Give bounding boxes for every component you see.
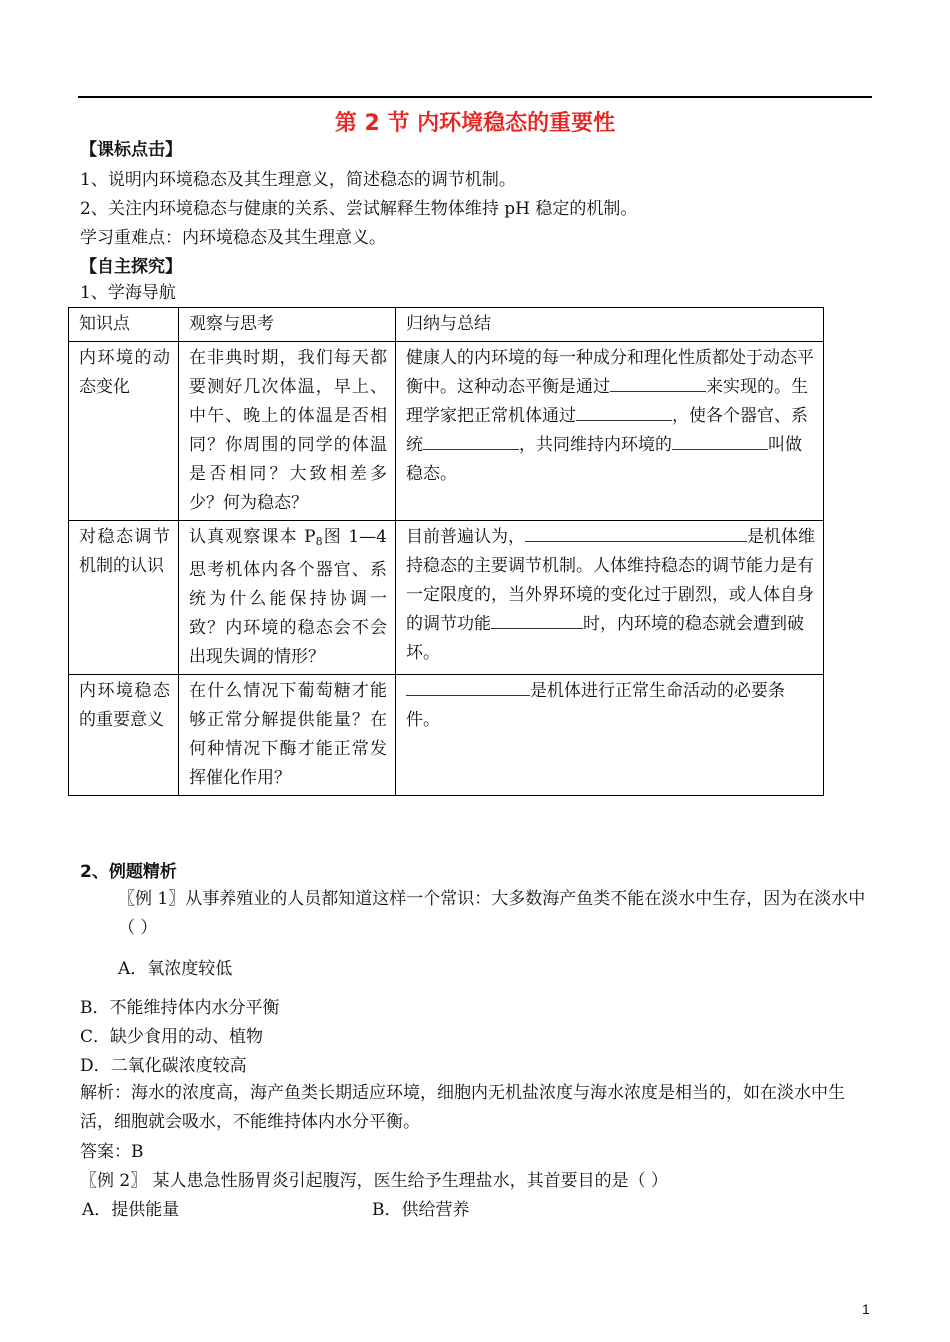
page-number: 1 — [862, 1301, 870, 1317]
section-heading-objectives: 【课标点击】 — [80, 140, 182, 160]
summary-text: 时，内环境的稳态就会遭到破坏。 — [406, 614, 804, 663]
observation-text: 图 1—4 思考机体内各个器官、系统为什么能保持协调一致？内环境的稳态会不会出现失调的情形？ — [189, 527, 387, 667]
summary-text: 是机体进行正常生命活动的必要条件。 — [406, 681, 785, 730]
observation-question: 在非典时期，我们每天都要测好几次体温，早上、中午、晚上的体温是否相同？你周围的同学的体温是否相同？大致相差多少？何为稳态？ — [179, 342, 396, 521]
knowledge-point: 内环境的动态变化 — [69, 342, 179, 521]
example-2-stem: 〖例 2〗 某人患急性肠胃炎引起腹泻，医生给予生理盐水，其首要目的是（ ） — [80, 1171, 669, 1191]
summary-text: 是机体维持稳态的主要调节机制。人体维持稳态的调节能力是有一定限度的，当外界环境的变化过于剧烈，或人体自身的调节功能 — [406, 527, 815, 634]
example-2-option-b: B．供给营养 — [372, 1200, 470, 1220]
summary-text: 来实现的。生理学家把正常机体通过 — [406, 377, 808, 426]
fill-blank[interactable] — [525, 524, 747, 542]
table-header-row — [69, 308, 824, 342]
knowledge-point: 对稳态调节机制的认识 — [69, 521, 179, 675]
table-header: 知识点 — [69, 308, 179, 342]
example-1-option-d: D．二氧化碳浓度较高 — [80, 1056, 247, 1076]
fill-blank[interactable] — [491, 611, 583, 629]
table-row — [69, 675, 824, 796]
page-title: 第 2 节 内环境稳态的重要性 — [334, 111, 616, 136]
example-2-option-a: A．提供能量 — [82, 1200, 180, 1220]
guide-table — [68, 307, 824, 796]
example-1-option-b: B．不能维持体内水分平衡 — [80, 998, 280, 1018]
summary-cell — [396, 342, 824, 521]
section-heading-explore: 【自主探究】 — [80, 257, 182, 277]
summary-text: ，共同维持内环境的 — [519, 435, 672, 455]
section-heading-examples: 2、例题精析 — [80, 862, 177, 882]
summary-text: 健康人的内环境的每一种成分和理化性质都处于动态平衡中。这种动态平衡是通过 — [406, 348, 814, 397]
fill-blank[interactable] — [610, 374, 706, 392]
header-rule — [78, 96, 872, 98]
objective-item-2: 2、关注内环境稳态与健康的关系、尝试解释生物体维持 pH 稳定的机制。 — [80, 199, 638, 219]
summary-text: 叫做稳态。 — [406, 435, 802, 484]
example-1-stem: 〖例 1〗从事养殖业的人员都知道这样一个常识：大多数海产鱼类不能在淡水中生存，因为在淡水中（ ） — [118, 889, 866, 938]
observation-question: 在什么情况下葡萄糖才能够正常分解提供能量？在何种情况下酶才能正常发挥催化作用？ — [179, 675, 396, 796]
fill-blank[interactable] — [406, 678, 530, 696]
objective-item-1: 1、说明内环境稳态及其生理意义，简述稳态的调节机制。 — [80, 170, 516, 190]
summary-cell — [396, 521, 824, 675]
table-row — [69, 521, 824, 675]
example-1-answer: 答案：B — [80, 1142, 144, 1162]
subsection-guide: 1、学海导航 — [80, 283, 176, 303]
example-1-analysis: 解析：海水的浓度高，海产鱼类长期适应环境，细胞内无机盐浓度与海水浓度是相当的，如在淡水中生活，细胞就会吸水，不能维持体内水分平衡。 — [80, 1083, 845, 1132]
page-subscript: 8 — [315, 535, 323, 548]
summary-cell — [396, 675, 824, 796]
table-header: 观察与思考 — [179, 308, 396, 342]
table-row — [69, 342, 824, 521]
fill-blank[interactable] — [672, 432, 768, 450]
key-points: 学习重难点：内环境稳态及其生理意义。 — [80, 228, 386, 248]
table-header: 归纳与总结 — [396, 308, 824, 342]
knowledge-point: 内环境稳态的重要意义 — [69, 675, 179, 796]
fill-blank[interactable] — [423, 432, 519, 450]
summary-text: ，使各个器官、系统 — [406, 406, 808, 455]
example-1-option-a: A．氧浓度较低 — [118, 959, 233, 979]
observation-text: 认真观察课本 P — [189, 527, 316, 547]
observation-question — [179, 521, 396, 675]
fill-blank[interactable] — [576, 403, 672, 421]
example-1-option-c: C．缺少食用的动、植物 — [80, 1027, 264, 1047]
summary-text: 目前普遍认为， — [406, 527, 525, 547]
